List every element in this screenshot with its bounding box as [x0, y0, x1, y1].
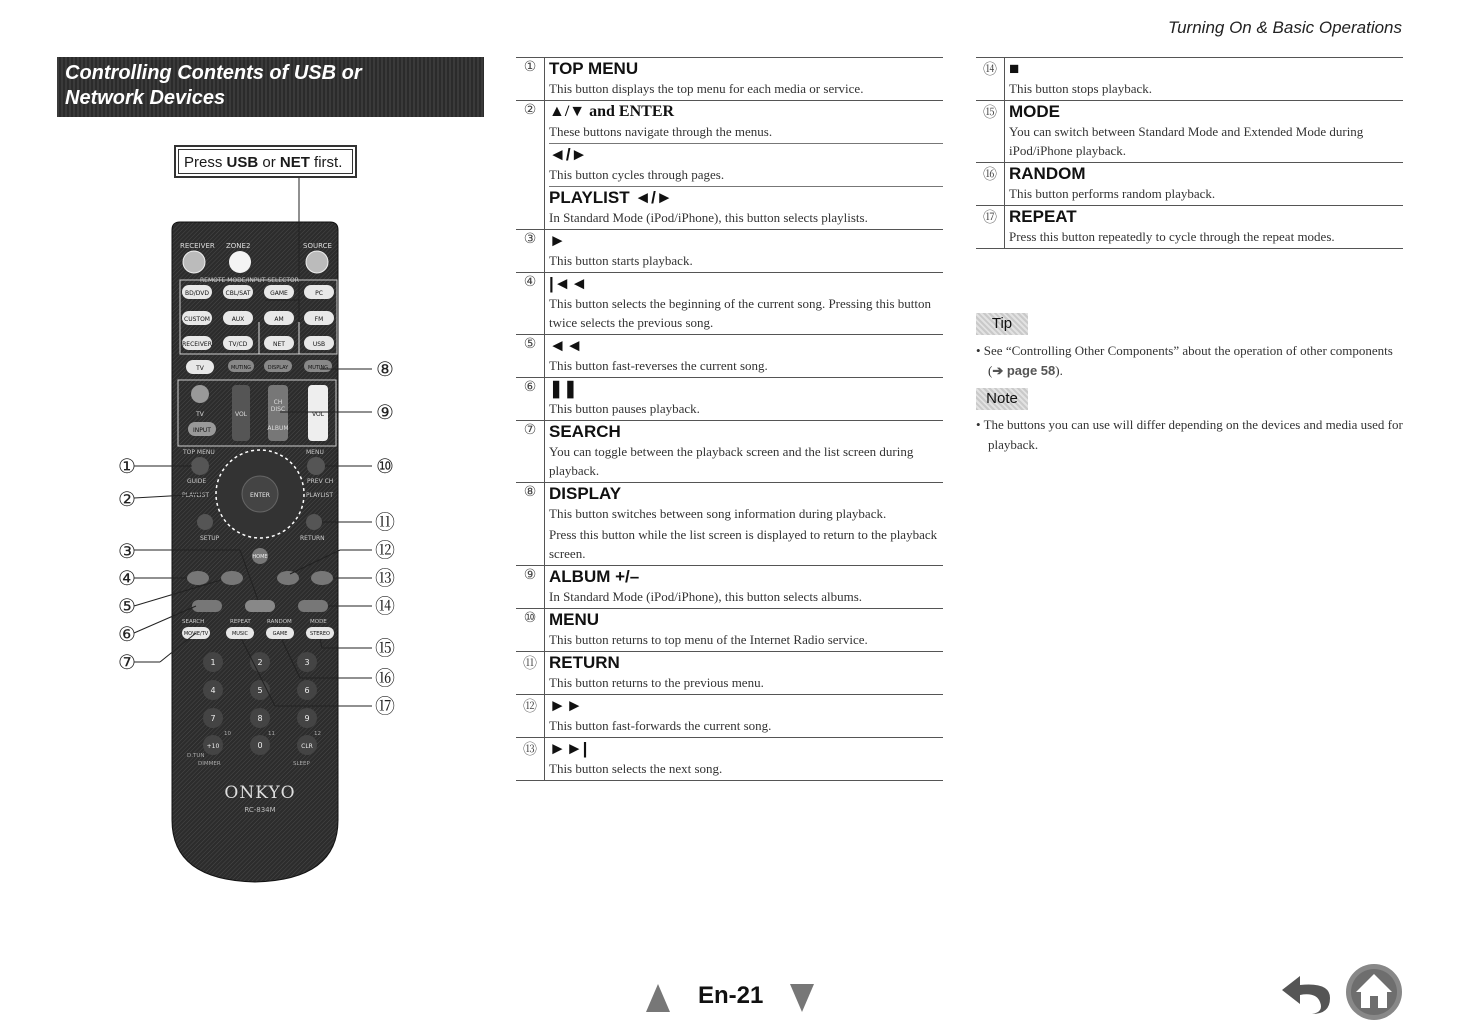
callout-10: ⑩ — [376, 454, 394, 478]
row-number: ⑫ — [523, 699, 537, 715]
callout-net: NET — [279, 154, 310, 171]
game-mode-label: GAME — [272, 631, 288, 637]
table-row — [976, 57, 1403, 100]
button-table-right — [976, 57, 1403, 249]
button-description: This button starts playback. — [549, 253, 693, 268]
table-row — [516, 272, 943, 334]
music-label: MUSIC — [231, 631, 249, 637]
row-entry — [549, 378, 943, 420]
next-track-button[interactable] — [311, 571, 333, 585]
table-row — [516, 694, 943, 737]
guide-label: GUIDE — [187, 478, 207, 485]
row-number: ⑨ — [523, 567, 537, 583]
tip-page-link[interactable]: ➔ page 58 — [992, 363, 1056, 378]
row-number: ⑯ — [983, 167, 997, 183]
source-power-icon[interactable] — [306, 251, 328, 273]
button-name: ▲/▼ and ENTER — [549, 103, 675, 120]
row-content — [1004, 101, 1403, 162]
onkyo-logo: ONKYO — [224, 783, 296, 803]
callout-pre: Press — [184, 154, 227, 171]
callout-post: first. — [309, 154, 343, 171]
row-content — [544, 738, 943, 780]
button-description: This button displays the top menu for each media or service. — [549, 81, 864, 96]
button-table-left — [516, 57, 943, 781]
row-entry — [549, 421, 943, 482]
row-content — [544, 101, 943, 229]
aux-label: AUX — [231, 316, 245, 323]
button-name: ◄◄ — [549, 336, 583, 355]
return-button[interactable] — [306, 514, 322, 530]
row-number: ⑬ — [523, 742, 537, 758]
next-page-icon[interactable] — [790, 984, 814, 1012]
button-description: You can switch between Standard Mode and Extended Mode during iPod/iPhone playback. — [1009, 124, 1364, 158]
row-content — [1004, 163, 1403, 205]
key-5-label: 5 — [257, 686, 263, 695]
button-description: This button selects the next song. — [549, 761, 723, 776]
button-description: This button returns to the previous menu. — [549, 675, 764, 690]
button-name: ► — [549, 231, 566, 250]
menu-button[interactable] — [307, 457, 325, 475]
row-content — [544, 230, 943, 272]
button-description: In Standard Mode (iPod/iPhone), this button selects albums. — [549, 589, 863, 604]
table-row — [516, 57, 943, 100]
button-name: REPEAT — [1009, 207, 1077, 226]
row-number: ③ — [523, 231, 537, 247]
random-label: RANDOM — [267, 619, 292, 625]
row-content — [1004, 58, 1403, 100]
remote-label-zone2: ZONE2 — [226, 242, 251, 250]
callout-5: ⑤ — [118, 594, 136, 618]
button-name: RANDOM — [1009, 164, 1086, 183]
table-row — [516, 100, 943, 229]
tv-label: TV — [196, 365, 204, 372]
enter-label: ENTER — [250, 492, 270, 499]
table-row — [976, 100, 1403, 162]
display-label: DISPLAY — [267, 365, 289, 371]
key-11-label: 11 — [268, 731, 275, 737]
am-label: AM — [274, 316, 284, 323]
key-4-label: 4 — [210, 686, 216, 695]
custom-label: CUSTOM — [184, 316, 210, 323]
button-description: This button selects the beginning of the current song. Pressing this button twice selects the previous song. — [549, 296, 932, 330]
row-content — [544, 58, 943, 100]
ch-label: CH — [273, 399, 283, 406]
row-number: ⑤ — [523, 336, 537, 352]
callout-17: ⑰ — [375, 694, 395, 718]
row-entry — [549, 652, 943, 694]
album-label: ALBUM — [267, 425, 289, 432]
setup-button[interactable] — [197, 514, 213, 530]
table-row — [976, 205, 1403, 249]
row-number: ② — [523, 102, 537, 118]
tv-cd-label: TV/CD — [228, 341, 248, 348]
row-entry — [549, 273, 943, 334]
tip-badge: Tip — [976, 313, 1028, 335]
button-name: ALBUM +/– — [549, 567, 640, 586]
fm-label: FM — [314, 316, 324, 323]
stereo-label: STEREO — [310, 631, 330, 637]
zone2-button[interactable] — [229, 251, 251, 273]
table-row — [516, 651, 943, 694]
pause-button[interactable] — [192, 600, 222, 612]
callout-3: ③ — [118, 539, 136, 563]
row-entry — [549, 738, 943, 780]
table-row — [516, 565, 943, 608]
receiver-mode-label: RECEIVER — [182, 341, 212, 348]
row-entry — [549, 230, 943, 272]
ch-disc-rocker[interactable] — [268, 385, 288, 441]
row-content — [1004, 206, 1403, 248]
table-row — [516, 420, 943, 482]
table-row — [516, 334, 943, 377]
top-menu-button[interactable] — [191, 457, 209, 475]
row-entry — [1009, 163, 1403, 205]
button-description: This button stops playback. — [1009, 81, 1152, 96]
row-entry — [549, 483, 943, 565]
table-row — [516, 482, 943, 565]
callout-8: ⑧ — [376, 357, 394, 381]
press-usb-net-callout — [174, 145, 357, 178]
remote-label-receiver: RECEIVER — [180, 242, 215, 250]
muting-label: MUTING — [307, 365, 329, 371]
muting-small-label: MUTING — [230, 365, 252, 371]
button-name: ❚❚ — [549, 379, 578, 398]
key-10-label: 10 — [224, 731, 231, 737]
dimmer-label: DIMMER — [198, 761, 221, 767]
row-entry — [549, 566, 943, 608]
row-entry — [1009, 206, 1403, 248]
remote-label-source: SOURCE — [303, 242, 332, 250]
row-number: ① — [523, 59, 537, 75]
callout-13: ⑬ — [375, 566, 395, 590]
key-3-label: 3 — [304, 658, 310, 667]
row-content — [544, 421, 943, 482]
home-label: HOME — [252, 554, 268, 560]
button-name: MENU — [549, 610, 600, 629]
button-description: This button fast-forwards the current song. — [549, 718, 772, 733]
note-text: • The buttons you can use will differ depending on the devices and media used for playback. — [976, 417, 1403, 452]
row-content — [544, 273, 943, 334]
table-row — [516, 737, 943, 781]
ffwd-button[interactable] — [277, 571, 299, 585]
callout-2: ② — [118, 487, 136, 511]
usb-label: USB — [312, 341, 326, 348]
row-content — [544, 652, 943, 694]
movie-tv-label: MOVIE/TV — [183, 631, 209, 637]
button-description: In Standard Mode (iPod/iPhone), this button selects playlists. — [549, 210, 868, 225]
mode-label: MODE — [310, 619, 327, 625]
button-description: These buttons navigate through the menus. — [549, 124, 773, 139]
row-entry — [549, 101, 943, 143]
callout-11: ⑪ — [375, 510, 395, 534]
button-description-extra: Press this button while the list screen is displayed to return to the playback screen. — [549, 527, 938, 561]
callout-6: ⑥ — [118, 622, 136, 646]
back-icon[interactable] — [1278, 968, 1334, 1016]
button-name: ■ — [1009, 59, 1020, 78]
prev-ch-label: PREV CH — [307, 478, 334, 485]
button-name: SEARCH — [549, 422, 621, 441]
row-number: ⑦ — [523, 422, 537, 438]
return-label: RETURN — [300, 535, 325, 542]
banner-title — [65, 61, 362, 111]
row-content — [544, 335, 943, 377]
setup-label: SETUP — [200, 535, 220, 542]
button-name: ►► — [549, 696, 583, 715]
key-9-label: 9 — [304, 714, 310, 723]
table-row — [516, 229, 943, 272]
vol-label: VOL — [234, 411, 248, 418]
stop-button[interactable] — [298, 600, 328, 612]
button-description: This button switches between song information during playback. — [549, 506, 887, 521]
page-number: En-21 — [698, 982, 764, 1009]
cbl-sat-label: CBL/SAT — [225, 290, 251, 297]
d-tun-label: D.TUN — [187, 753, 205, 759]
button-description: You can toggle between the playback screen and the list screen during playback. — [549, 444, 914, 478]
search-label: SEARCH — [182, 619, 205, 625]
button-description: This button pauses playback. — [549, 401, 700, 416]
row-content — [544, 609, 943, 651]
button-name: ◄/► — [549, 145, 588, 164]
table-row — [516, 377, 943, 420]
button-description: This button fast-reverses the current song. — [549, 358, 768, 373]
section-header: Turning On & Basic Operations — [1167, 18, 1402, 37]
sleep-label: SLEEP — [293, 761, 310, 767]
prev-page-icon[interactable] — [646, 984, 670, 1012]
key-2-label: 2 — [257, 658, 263, 667]
vol-right-label: VOL — [311, 411, 325, 418]
banner-line1: Controlling Contents of USB or — [65, 62, 362, 84]
key-clr-label: CLR — [301, 743, 313, 750]
menu-label: MENU — [306, 449, 324, 456]
row-number: ⑥ — [523, 379, 537, 395]
remote-label-remote-mode: REMOTE MODE/INPUT SELECTOR — [200, 277, 299, 284]
tv-small-label: TV — [196, 411, 204, 418]
button-name: MODE — [1009, 102, 1060, 121]
row-number: ⑪ — [523, 656, 537, 672]
button-name: PLAYLIST ◄/► — [549, 188, 673, 207]
bd-dvd-label: BD/DVD — [185, 290, 209, 297]
receiver-power-icon[interactable] — [183, 251, 205, 273]
play-button[interactable] — [245, 600, 275, 612]
key-7-label: 7 — [210, 714, 216, 723]
tip-text-post: ). — [1055, 363, 1063, 378]
row-content — [544, 695, 943, 737]
button-name: TOP MENU — [549, 59, 639, 78]
button-name: DISPLAY — [549, 484, 622, 503]
table-row — [516, 608, 943, 651]
row-entry — [549, 143, 943, 186]
note-badge: Note — [976, 388, 1028, 410]
row-entry — [549, 335, 943, 377]
key-1-label: 1 — [210, 658, 216, 667]
net-label: NET — [273, 341, 285, 348]
playlist-left-label: PLAYLIST — [182, 492, 209, 499]
key-0-label: 0 — [257, 741, 263, 750]
row-entry — [549, 186, 943, 229]
row-number: ⑰ — [983, 210, 997, 226]
key-12-label: 12 — [314, 731, 321, 737]
button-description: This button returns to top menu of the Internet Radio service. — [549, 632, 868, 647]
callout-9: ⑨ — [376, 400, 394, 424]
callout-4: ④ — [118, 566, 136, 590]
row-content — [544, 378, 943, 420]
row-content — [544, 483, 943, 565]
row-entry — [1009, 58, 1403, 100]
key-8-label: 8 — [257, 714, 263, 723]
callout-usb: USB — [226, 154, 259, 171]
table-row — [976, 162, 1403, 205]
callout-15: ⑮ — [375, 636, 395, 660]
callout-mid: or — [258, 154, 280, 171]
tip-text-pre: • See “Controlling Other Components” about the operation of other components ( — [976, 343, 1393, 378]
repeat-label: REPEAT — [230, 619, 251, 625]
playlist-right-label: PLAYLIST — [306, 492, 333, 499]
remote-model: RC-834M — [244, 806, 276, 814]
row-entry — [1009, 101, 1403, 162]
section-banner — [57, 57, 484, 117]
remote-control-illustration — [110, 178, 410, 888]
home-icon[interactable] — [1344, 962, 1404, 1022]
callout-14: ⑭ — [375, 594, 395, 618]
row-number: ④ — [523, 274, 537, 290]
prev-track-button[interactable] — [187, 571, 209, 585]
callout-7: ⑦ — [118, 650, 136, 674]
row-number: ⑭ — [983, 62, 997, 78]
button-name: |◄◄ — [549, 274, 588, 293]
row-number: ⑮ — [983, 105, 997, 121]
row-number: ⑩ — [523, 610, 537, 626]
row-number: ⑧ — [523, 484, 537, 500]
tv-power-icon[interactable] — [191, 385, 209, 403]
key-6-label: 6 — [304, 686, 310, 695]
banner-line2: Network Devices — [65, 87, 226, 109]
button-name: ►►| — [549, 739, 588, 758]
input-label: INPUT — [193, 427, 211, 434]
row-entry — [549, 609, 943, 651]
pc-label: PC — [315, 290, 323, 297]
tip-text — [976, 341, 1406, 381]
callout-16: ⑯ — [375, 666, 395, 690]
button-name: RETURN — [549, 653, 620, 672]
disc-label: DISC — [270, 406, 286, 413]
row-entry — [549, 695, 943, 737]
key-plus10-label: +10 — [206, 743, 220, 750]
button-description: This button cycles through pages. — [549, 167, 725, 182]
game-label: GAME — [270, 290, 288, 297]
rewind-button[interactable] — [221, 571, 243, 585]
callout-12: ⑫ — [375, 538, 395, 562]
button-description: This button performs random playback. — [1009, 186, 1216, 201]
button-description: Press this button repeatedly to cycle through the repeat modes. — [1009, 229, 1335, 244]
top-menu-label: TOP MENU — [183, 449, 215, 456]
row-content — [544, 566, 943, 608]
row-entry — [549, 58, 943, 100]
callout-1: ① — [118, 454, 136, 478]
